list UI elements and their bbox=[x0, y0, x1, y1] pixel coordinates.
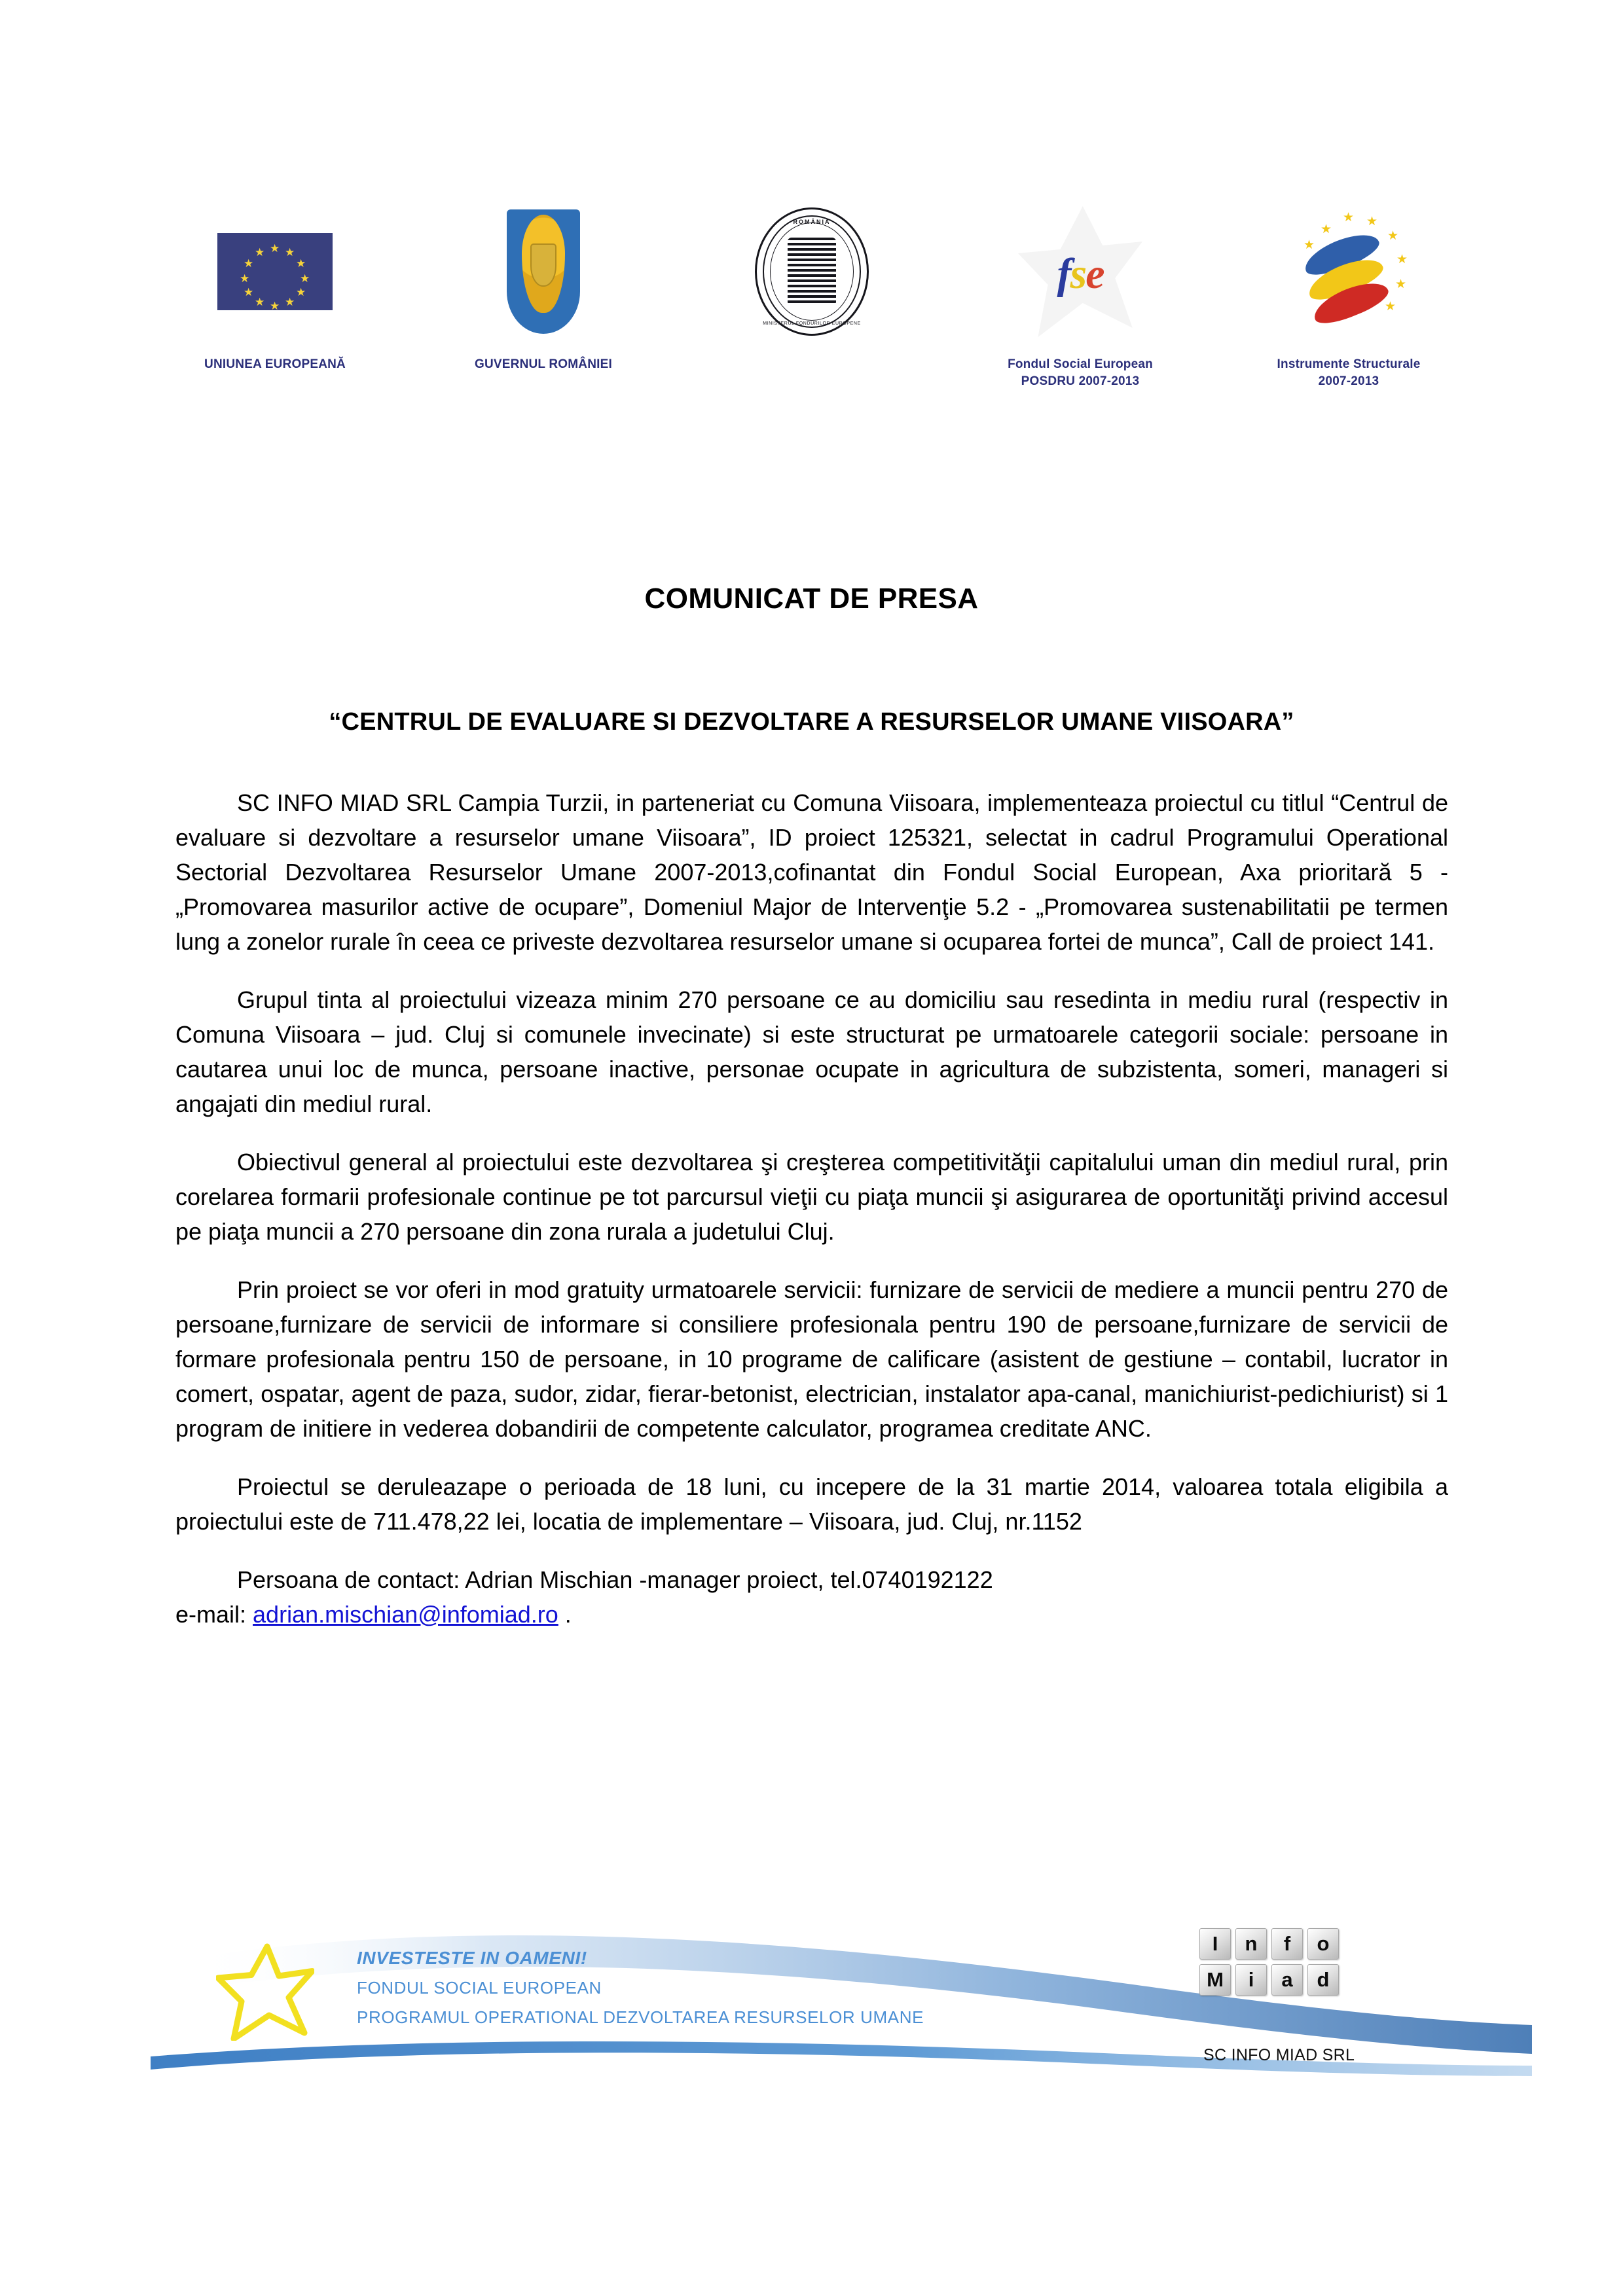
contact-person-line: Persoana de contact: Adrian Mischian -manager proiect, tel.0740192122 bbox=[237, 1566, 993, 1593]
logo-fondul-social-european bbox=[982, 196, 1178, 389]
ministry-seal-icon bbox=[755, 207, 869, 336]
fse-star-icon bbox=[1018, 206, 1142, 337]
fse-letter-s: s bbox=[1070, 250, 1086, 298]
fse-star-art bbox=[1018, 196, 1142, 347]
seal-top-text: ROMÂNIA bbox=[793, 219, 831, 225]
info-miad-key-o: o bbox=[1307, 1928, 1339, 1960]
info-miad-key-I: I bbox=[1199, 1928, 1231, 1960]
info-miad-row-2 bbox=[1199, 1964, 1370, 1996]
ministry-seal-art bbox=[755, 196, 869, 347]
si-caption-line-1: Instrumente Structurale bbox=[1277, 357, 1421, 371]
funding-logo-strip bbox=[177, 196, 1447, 432]
romania-coat-of-arms-art bbox=[507, 196, 580, 347]
info-miad-row-1 bbox=[1199, 1928, 1370, 1960]
info-miad-key-M: M bbox=[1199, 1964, 1231, 1996]
page-title: COMUNICAT DE PRESA bbox=[644, 583, 979, 615]
romania-coat-of-arms-icon bbox=[507, 209, 580, 334]
email-suffix: . bbox=[558, 1601, 572, 1628]
structural-instruments-art bbox=[1280, 196, 1417, 347]
logo-uniunea-europeana bbox=[177, 196, 373, 373]
page-footer bbox=[0, 1885, 1623, 2160]
structural-instruments-icon: ★ ★ ★ ★ ★ ★ ★ ★ bbox=[1280, 206, 1417, 337]
paragraph-5: Proiectul se deruleazape o perioada de 18 luni, cu incepere de la 31 martie 2014, valoarea totala eligibila a proiectului este de 711.478,22 lei, locatia de implementare – Viisoara, jud. Cluj, nr.1152 bbox=[175, 1473, 1448, 1535]
footer-fund: FONDUL SOCIAL EUROPEAN bbox=[357, 1978, 602, 1998]
info-miad-key-a: a bbox=[1271, 1964, 1303, 1996]
logo-caption-instrumente-structurale bbox=[1277, 356, 1421, 389]
footer-slogan-block bbox=[357, 1948, 924, 2028]
footer-slogan: INVESTESTE IN OAMENI! bbox=[357, 1948, 587, 1968]
page-subtitle: “CENTRUL DE EVALUARE SI DEZVOLTARE A RESURSELOR UMANE VIISOARA” bbox=[329, 708, 1294, 736]
paragraph-2: Grupul tinta al proiectului vizeaza minim 270 persoane ce au domiciliu sau resedinta in mediu rural (respectiv in Comuna Viisoara – jud. Cluj si comunele invecinate) si este structurat pe urmatoarele categorii sociale: persoane in cautarea unui loc de munca, persoane inactive, personae ocupate in agricultura de subzistenta, someri, manageri si angajati din mediul rural. bbox=[175, 986, 1448, 1117]
logo-guvernul-romaniei bbox=[445, 196, 642, 373]
paragraph-3: Obiectivul general al proiectului este dezvoltarea şi creşterea competitivităţii capitalului uman din mediul rural, prin corelarea formarii profesionale continue pe tot parcursul vieţii cu piaţa muncii şi asigurarea de oportunităţi privind accesul pe piaţa muncii a 270 persoane din zona rurala a judetului Cluj. bbox=[175, 1149, 1448, 1245]
fse-caption-line-2: POSDRU 2007-2013 bbox=[1021, 374, 1140, 388]
info-miad-logo bbox=[1199, 1928, 1370, 2000]
seal-bottom-text: MINISTERUL FONDURILOR EUROPENE bbox=[763, 321, 861, 326]
info-miad-key-i: i bbox=[1235, 1964, 1267, 1996]
footer-star-icon bbox=[216, 1943, 314, 2041]
fse-caption-line-1: Fondul Social European bbox=[1008, 357, 1153, 371]
logo-instrumente-structurale bbox=[1250, 196, 1447, 389]
eu-flag-art bbox=[217, 196, 333, 347]
logo-ministry-seal bbox=[714, 196, 910, 356]
email-link[interactable]: adrian.mischian@infomiad.ro bbox=[253, 1601, 558, 1628]
eu-flag-icon: ★ ★ ★ ★ ★ ★ ★ ★ ★ ★ ★ ★ bbox=[217, 233, 333, 310]
info-miad-key-n: n bbox=[1235, 1928, 1267, 1960]
fse-letter-f: f bbox=[1057, 250, 1070, 298]
document-body bbox=[175, 785, 1448, 1632]
logo-caption-uniunea-europeana: UNIUNEA EUROPEANĂ bbox=[204, 357, 346, 371]
email-line bbox=[175, 1597, 1448, 1632]
info-miad-key-f: f bbox=[1271, 1928, 1303, 1960]
paragraph-4: Prin proiect se vor oferi in mod gratuity urmatoarele servicii: furnizare de servicii de mediere a muncii pentru 270 de persoane,furnizare de servicii de informare si consiliere profesionala pentru 190 de persoane,furnizare de servicii de formare profesionala pentru 150 de persoane, in 10 programe de calificare (asistent de gestiune – contabil, lucrator in comert, ospatar, agent de paza, sudor, zidar, fierar-betonist, electrician, instalator apa-canal, manichiurist-pedichiurist) si 1 program de initiere in vederea dobandirii de competente calculator, programea creditate ANC. bbox=[175, 1276, 1448, 1442]
email-label: e-mail: bbox=[175, 1601, 253, 1628]
si-caption-line-2: 2007-2013 bbox=[1318, 374, 1379, 388]
fse-letter-e: e bbox=[1085, 250, 1104, 298]
footer-programme: PROGRAMUL OPERATIONAL DEZVOLTAREA RESURSELOR UMANE bbox=[357, 2007, 924, 2027]
paragraph-1: SC INFO MIAD SRL Campia Turzii, in parteneriat cu Comuna Viisoara, implementeaza proiectul cu titlul “Centrul de evaluare si dezvoltare a resurselor umane Viisoara”, ID proiect 125321, selectat in cadrul Programului Operational Sectorial Dezvoltarea Resurselor Umane 2007-2013,cofinantat din Fondul Social European, Axa prioritară 5 - „Promovarea masurilor active de ocupare”, Domeniul Major de Intervenţie 5.2 - „Promovarea sustenabilitatii pe termen lung a zonelor rurale în ceea ce priveste dezvoltarea resurselor umane si ocuparea fortei de munca”, Call de proiect 141. bbox=[175, 789, 1448, 955]
logo-caption-guvernul-romaniei: GUVERNUL ROMÂNIEI bbox=[475, 357, 612, 371]
company-name-label: SC INFO MIAD SRL bbox=[1203, 2046, 1355, 2064]
info-miad-key-d: d bbox=[1307, 1964, 1339, 1996]
logo-caption-fondul-social-european bbox=[1008, 356, 1153, 389]
